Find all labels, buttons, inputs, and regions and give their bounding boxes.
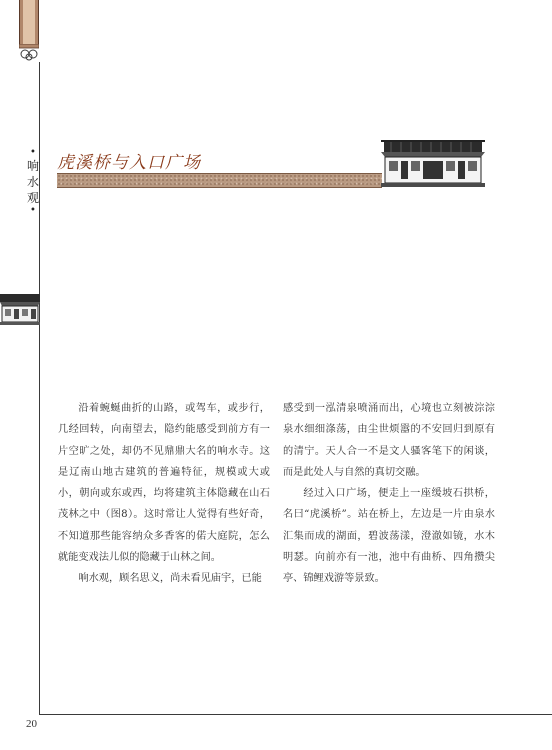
- side-title-char: 观: [26, 191, 39, 205]
- body-paragraph: 经过入口广场，便走上一座缓坡石拱桥，名曰“虎溪桥”。站在桥上，左边是一片由泉水汇集而成的湖面，碧波荡漾，澄澈如镜，水木明瑟。向前亦有一池，池中有曲桥、四角攒尖亭、锦鲤戏游等景致。: [283, 488, 495, 585]
- body-paragraph: 响水观，顾名思义，尚未看见庙宇，已能: [78, 573, 262, 585]
- body-paragraph: 沿着蜿蜒曲折的山路，或驾车，或步行，几经回转，向南望去，隐约能感受到前方有一片空旷之处，却仍不见鼎鼎大名的响水寺。这是辽南山地古建筑的普遍特征，规模或大或小，朝向或东或西，均将建筑主体隐藏在山石茂林之中（图8）。这时常让人觉得有些好奇，不知道那些能容纳众多香客的偌大庭院，怎么就能变戏法儿似的隐藏于山林之间。: [58, 403, 270, 564]
- side-title-dot-bottom: •: [30, 205, 36, 216]
- heading-building-illustration-icon: [381, 140, 485, 188]
- chapter-side-title: [23, 148, 43, 216]
- bottom-rule: [39, 714, 552, 715]
- knot-ornament-icon: [19, 44, 39, 62]
- page-number: 20: [26, 718, 37, 730]
- top-ornament-bar: [19, 0, 39, 44]
- side-building-illustration-icon: [0, 292, 40, 326]
- side-title-char: 水: [26, 175, 39, 189]
- text-column-right: [283, 398, 495, 590]
- body-paragraph: 感受到一泓清泉喷涌而出，心境也立刻被淙淙泉水细细涤荡，由尘世烦嚣的不安回归到原有的清宁。天人合一不是文人骚客笔下的闲谈，而是此处人与自然的真切交融。: [283, 403, 495, 478]
- section-heading: 虎溪桥与入口广场: [57, 153, 201, 173]
- heading-texture-band: [57, 173, 382, 188]
- side-title-dot-top: •: [30, 147, 36, 158]
- side-title-char: 响: [26, 159, 39, 173]
- text-column-left: [58, 398, 270, 590]
